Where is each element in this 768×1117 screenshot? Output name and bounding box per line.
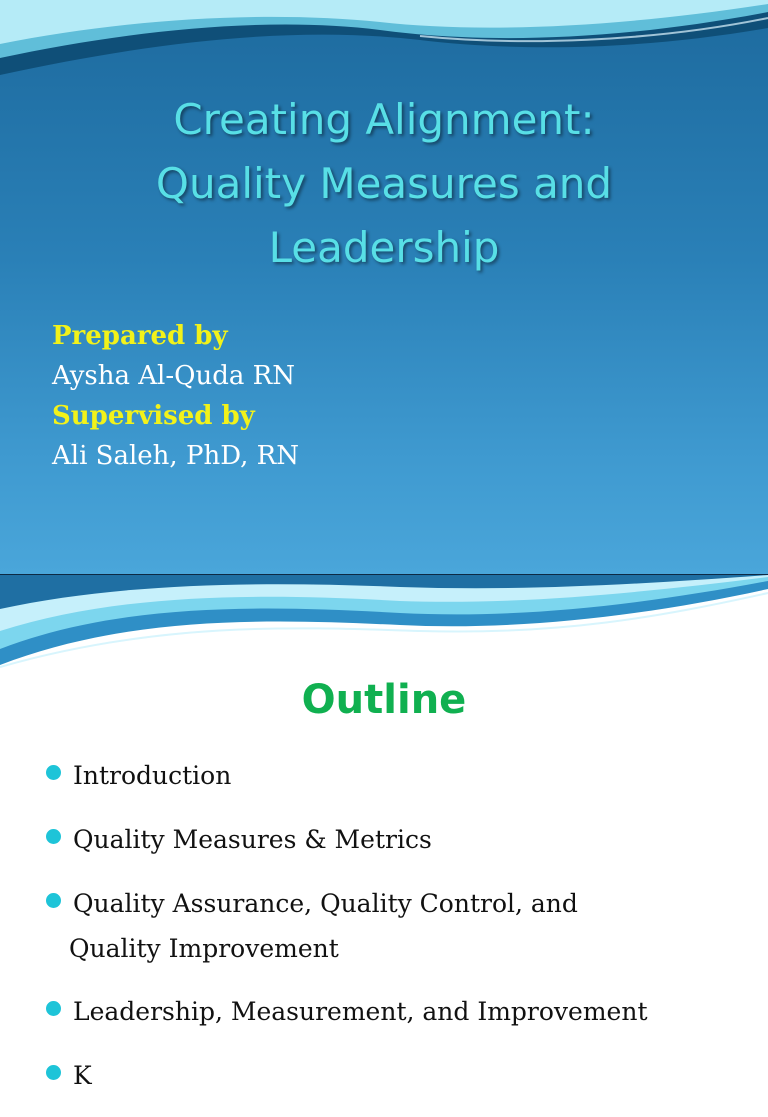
prepared-by-label: Prepared by [52,321,228,351]
slide-title [40,88,728,280]
title-line-3: Leadership [268,223,500,272]
title-line-2: Quality Measures and [155,159,613,208]
list-item-text: Introduction [73,761,232,790]
bullet-dot-icon [46,1065,61,1080]
bullet-dot-icon [46,765,61,780]
title-line-1: Creating Alignment: [173,95,595,144]
list-item [46,817,746,863]
bullet-dot-icon [46,829,61,844]
outline-heading: Outline [301,677,467,723]
list-item-text: K [73,1061,92,1090]
prepared-by-name: Aysha Al-Quda RN [52,361,295,391]
list-item-text: Quality Assurance, Quality Control, and [73,889,578,918]
outline-list [46,753,746,1117]
slide-header-waves [0,575,768,675]
list-item [46,753,746,799]
list-item-text: Quality Measures & Metrics [73,825,432,854]
outline-slide [0,575,768,1090]
bullet-dot-icon [46,1001,61,1016]
list-item [46,989,746,1035]
supervised-by-name: Ali Saleh, PhD, RN [52,441,299,471]
list-item [46,1053,746,1099]
list-item [46,881,746,971]
list-item-text: Leadership, Measurement, and Improvement [73,997,648,1026]
credits-block [52,316,299,476]
supervised-by-label: Supervised by [52,401,255,431]
list-item-text-continued: Quality Improvement [69,934,339,963]
bullet-dot-icon [46,893,61,908]
